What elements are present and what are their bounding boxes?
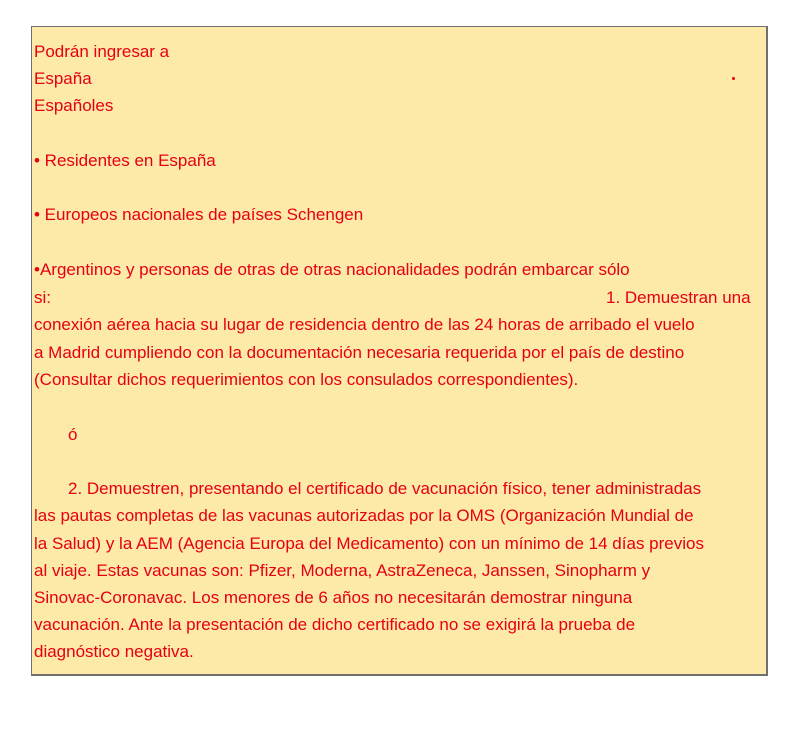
condition-2-line-4: al viaje. Estas vacunas son: Pfizer, Moderna, AstraZeneca, Janssen, Sinopharm y (34, 561, 651, 580)
list-item-espanoles: Españoles (34, 96, 114, 115)
condition-1-line-2: conexión aérea hacia su lugar de residencia dentro de las 24 horas de arribado el vuelo (34, 315, 695, 334)
condition-intro: si: (34, 288, 51, 307)
condition-2-line-1: 2. Demuestren, presentando el certificado de vacunación físico, tener administradas (68, 479, 702, 498)
bullet-dot (732, 77, 735, 80)
list-item-europeos: • Europeos nacionales de países Schengen (34, 205, 364, 224)
condition-2-line-6: vacunación. Ante la presentación de dicho certificado no se exigirá la prueba de (34, 615, 636, 634)
list-item-argentinos: •Argentinos y personas de otras de otras nacionalidades podrán embarcar sólo (34, 260, 630, 279)
condition-1-start: 1. Demuestran una (606, 288, 751, 307)
country-line: España (34, 69, 92, 88)
condition-2-line-5: Sinovac-Coronavac. Los menores de 6 años no necesitarán demostrar ninguna (34, 588, 633, 607)
condition-1-line-3: a Madrid cumpliendo con la documentación necesaria requerida por el país de destino (34, 343, 685, 362)
list-item-residentes: • Residentes en España (34, 151, 216, 170)
or-separator: ó (68, 425, 78, 444)
heading-line: Podrán ingresar a (34, 42, 170, 61)
condition-2-line-2: las pautas completas de las vacunas autorizadas por la OMS (Organización Mundial de (34, 506, 694, 525)
condition-2-line-7: diagnóstico negativa. (34, 642, 194, 661)
condition-1-line-4: (Consultar dichos requerimientos con los consulados correspondientes). (34, 370, 579, 389)
condition-2-line-3: la Salud) y la AEM (Agencia Europa del Medicamento) con un mínimo de 14 días previos (34, 534, 704, 553)
